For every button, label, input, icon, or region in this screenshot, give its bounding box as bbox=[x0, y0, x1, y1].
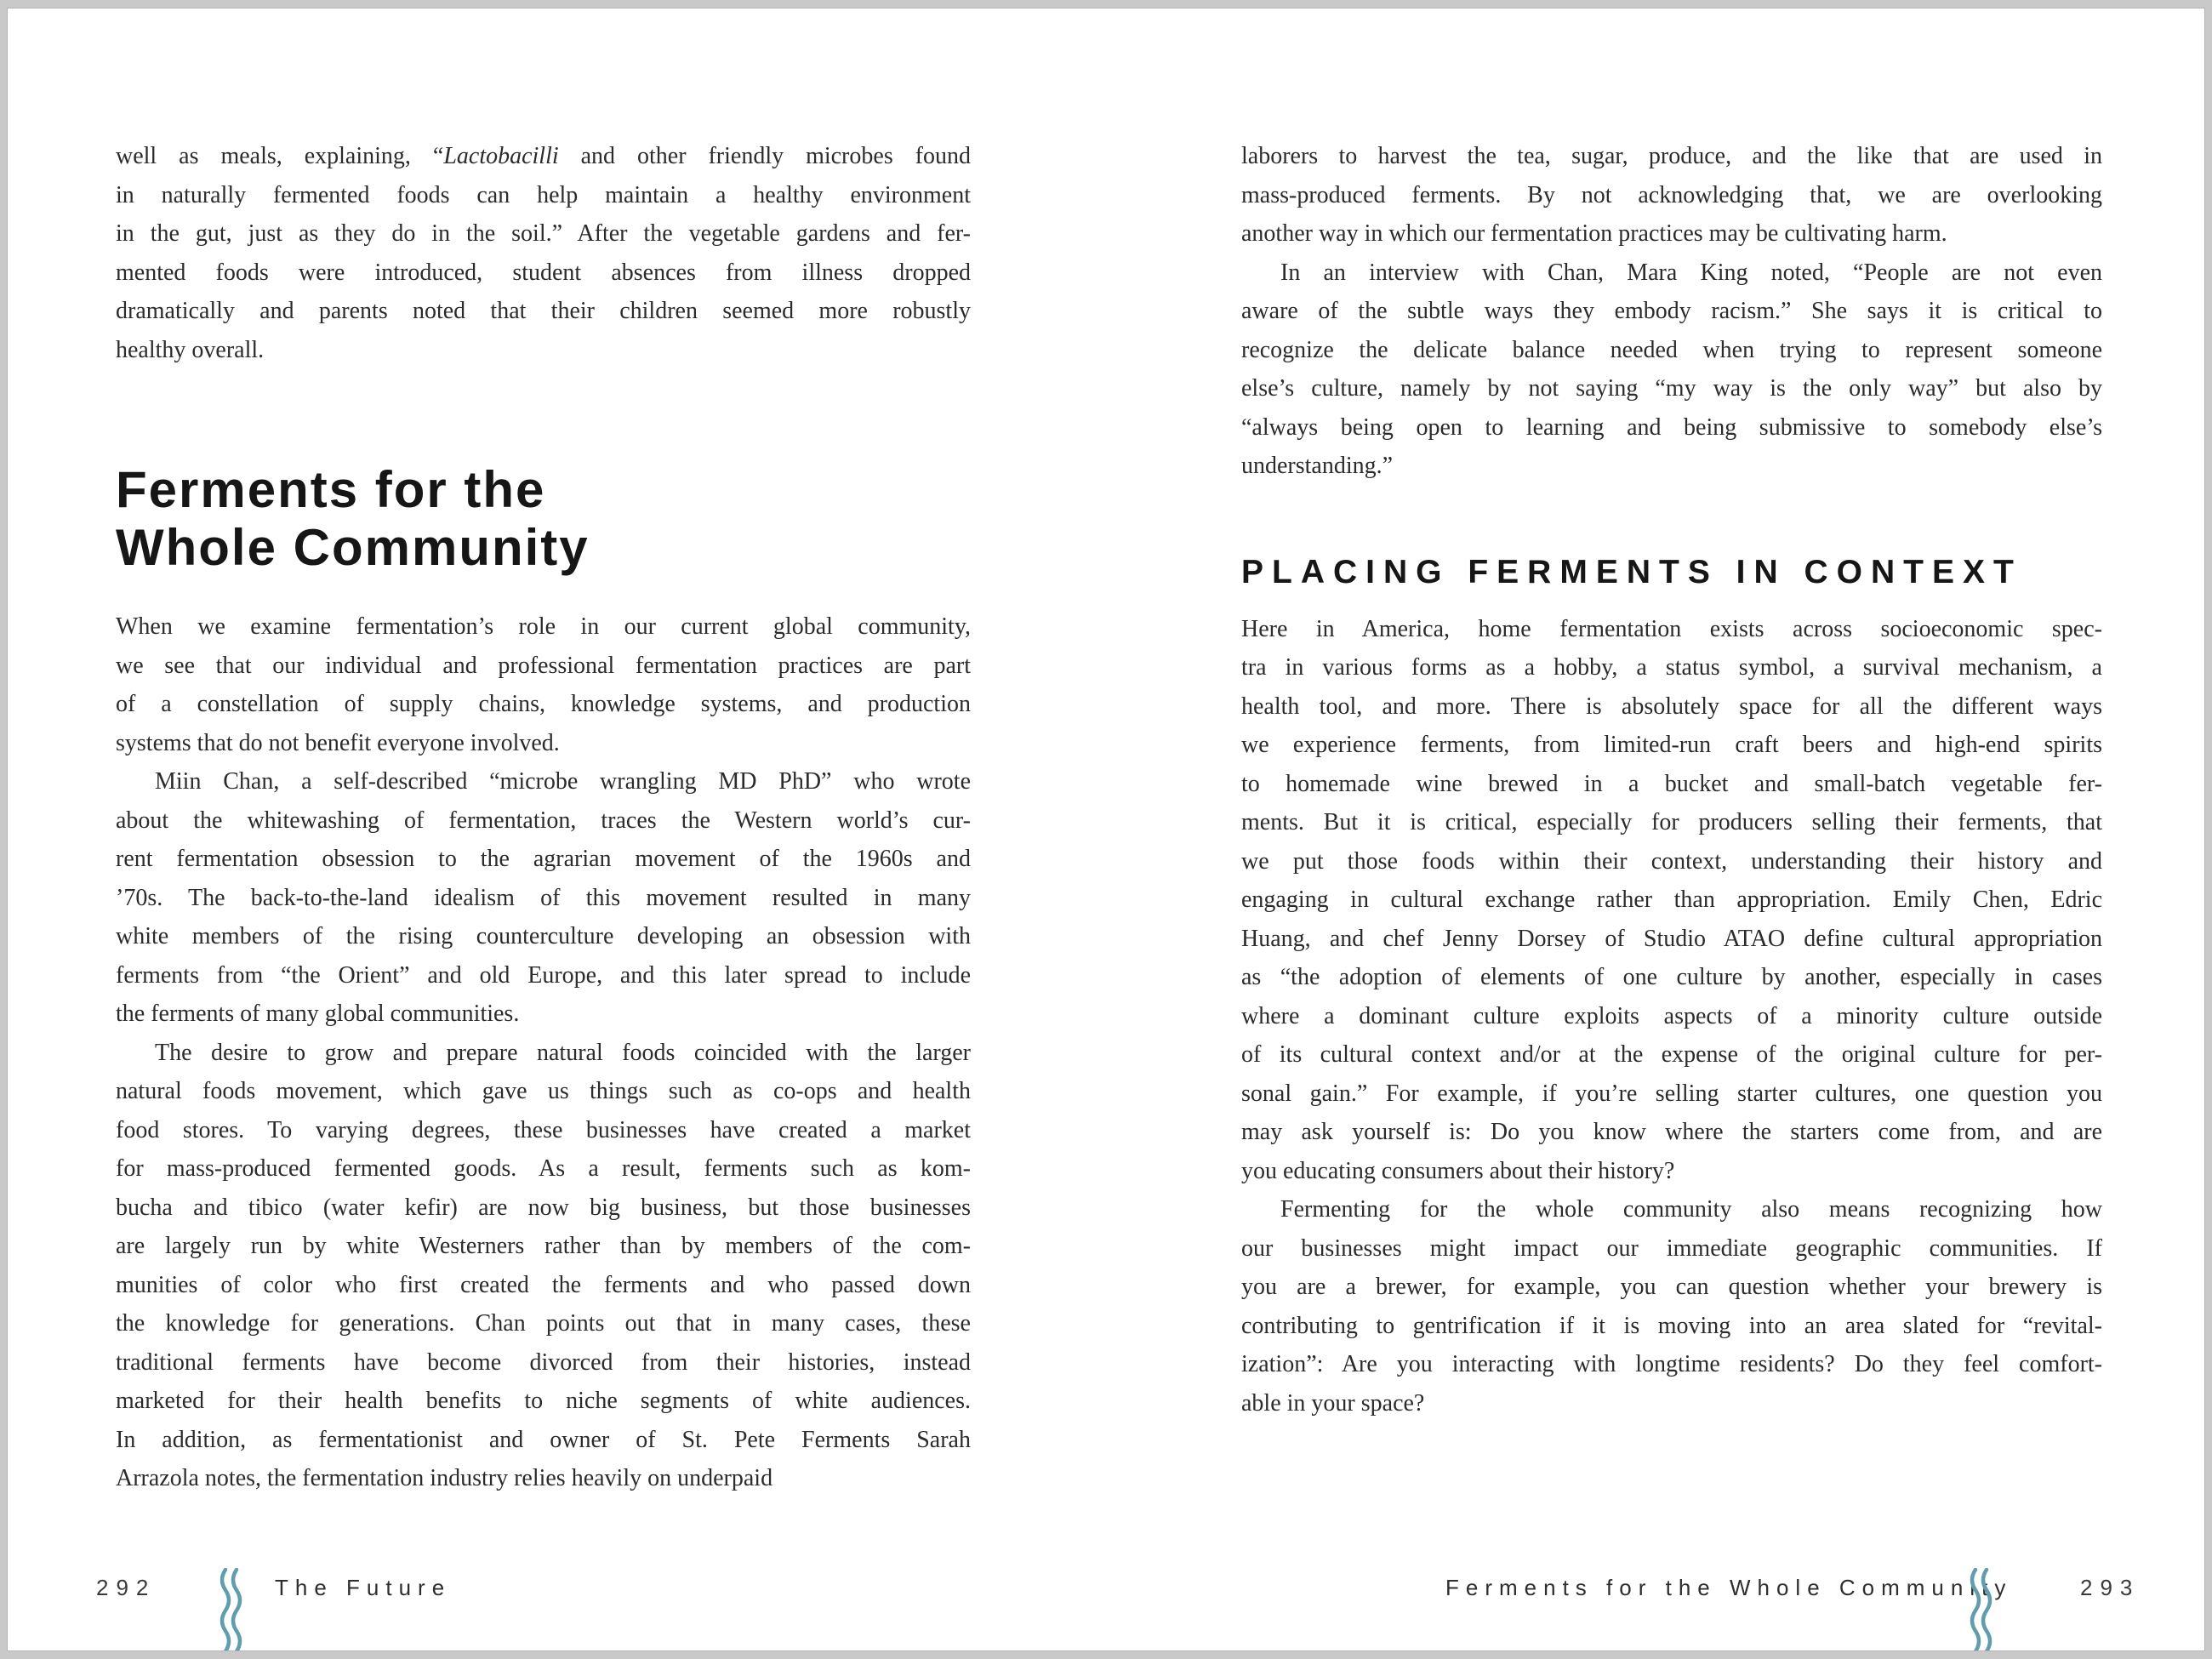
text-line: healthy overall. bbox=[116, 336, 265, 363]
book-spread-sheet bbox=[7, 8, 2205, 1651]
text-line: In addition, as fermentationist and owner of St. Pete Ferments Sarah bbox=[116, 1426, 971, 1453]
text-line: food stores. To varying degrees, these businesses have created a market bbox=[116, 1116, 971, 1143]
left-running-head: The Future bbox=[275, 1575, 452, 1600]
text-line: traditional ferments have become divorced from their histories, instead bbox=[116, 1348, 971, 1376]
text-line: mass-produced ferments. By not acknowledging that, we are overlooking bbox=[1241, 181, 2102, 208]
paragraph bbox=[1241, 254, 2102, 486]
right-page-number: 293 bbox=[2080, 1575, 2141, 1600]
text-line: able in your space? bbox=[1241, 1389, 1425, 1417]
text-line: bucha and tibico (water kefir) are now big business, but those businesses bbox=[116, 1194, 971, 1221]
text-line: The desire to grow and prepare natural foods coincided with the larger bbox=[155, 1039, 971, 1066]
text-line: you educating consumers about their history? bbox=[1241, 1157, 1675, 1184]
text-line: are largely run by white Westerners rather than by members of the com- bbox=[116, 1233, 971, 1259]
text-line: When we examine fermentation’s role in our current global community, bbox=[116, 613, 971, 640]
text-line: munities of color who first created the ferments and who passed down bbox=[116, 1271, 971, 1298]
text-line: of a constellation of supply chains, knowledge systems, and production bbox=[116, 691, 971, 717]
wave-ornament-icon bbox=[1967, 1568, 1996, 1651]
paragraph bbox=[1241, 137, 2102, 254]
right-body-paragraphs-top bbox=[1241, 137, 2102, 486]
text-line: you are a brewer, for example, you can question whether your brewery is bbox=[1241, 1274, 2102, 1300]
text-line: ferments from “the Orient” and old Europe, and this later spread to include bbox=[116, 961, 971, 989]
text-line: another way in which our fermentation practices may be cultivating harm. bbox=[1241, 220, 1947, 247]
text-line: engaging in cultural exchange rather than appropriation. Emily Chen, Edric bbox=[1241, 887, 2102, 913]
text-line: we see that our individual and professional fermentation practices are part bbox=[116, 652, 971, 679]
text-line: our businesses might impact our immediate geographic communities. If bbox=[1241, 1234, 2102, 1262]
paragraph bbox=[116, 1034, 971, 1498]
text-line: Arrazola notes, the fermentation industry relies heavily on underpaid bbox=[116, 1465, 773, 1491]
text-line: contributing to gentrification if it is moving into an area slated for “revital- bbox=[1241, 1312, 2102, 1339]
text-line: white members of the rising counterculture developing an obsession with bbox=[116, 923, 971, 949]
text-line: ization”: Are you interacting with longtime residents? Do they feel comfort- bbox=[1241, 1351, 2102, 1377]
text-line: as “the adoption of elements of one culture by another, especially in cases bbox=[1241, 964, 2102, 990]
text-line: the ferments of many global communities. bbox=[116, 1001, 520, 1027]
text-line: systems that do not benefit everyone involved. bbox=[116, 729, 560, 756]
text-line: for mass-produced fermented goods. As a result, ferments such as kom- bbox=[116, 1155, 971, 1182]
right-body-paragraphs bbox=[1241, 610, 2102, 1423]
text-line: dramatically and parents noted that their children seemed more robustly bbox=[116, 298, 971, 324]
wave-ornament-icon bbox=[217, 1568, 246, 1651]
text-line: Here in America, home fermentation exists across socioeconomic spec- bbox=[1241, 615, 2102, 642]
text-line: ’70s. The back-to-the-land idealism of this movement resulted in many bbox=[116, 884, 971, 911]
text-line: ments. But it is critical, especially for producers selling their ferments, that bbox=[1241, 809, 2102, 835]
right-page-text-column bbox=[1241, 137, 2102, 1422]
left-page-number: 292 bbox=[96, 1575, 157, 1600]
text-line: health tool, and more. There is absolutely space for all the different ways bbox=[1241, 693, 2102, 720]
text-line: laborers to harvest the tea, sugar, produce, and the like that are used in bbox=[1241, 143, 2102, 169]
text-line: Fermenting for the whole community also means recognizing how bbox=[1280, 1196, 2102, 1223]
paragraph bbox=[116, 762, 971, 1034]
left-body-paragraphs bbox=[116, 607, 971, 1498]
text-line: to homemade wine brewed in a bucket and small-batch vegetable fer- bbox=[1241, 770, 2102, 797]
text-line: sonal gain.” For example, if you’re selling starter cultures, one question you bbox=[1241, 1080, 2102, 1107]
text-line: we put those foods within their context, understanding their history and bbox=[1241, 847, 2102, 875]
chapter-heading bbox=[116, 461, 971, 577]
text-line: aware of the subtle ways they embody racism.” She says it is critical to bbox=[1241, 298, 2102, 324]
left-intro-paragraphs bbox=[116, 137, 971, 369]
text-line: else’s culture, namely by not saying “my way is the only way” but also by bbox=[1241, 375, 2102, 402]
text-line: natural foods movement, which gave us things such as co-ops and health bbox=[116, 1078, 971, 1104]
section-heading: PLACING FERMENTS IN CONTEXT bbox=[1241, 553, 2022, 590]
heading-line: Whole Community bbox=[116, 519, 590, 576]
text-line: In an interview with Chan, Mara King noted, “People are not even bbox=[1280, 259, 2102, 286]
paragraph bbox=[1241, 610, 2102, 1191]
text-line: we experience ferments, from limited-run craft beers and high-end spirits bbox=[1241, 732, 2102, 758]
text-line: Miin Chan, a self-described “microbe wrangling MD PhD” who wrote bbox=[155, 768, 971, 795]
paragraph bbox=[116, 607, 971, 762]
text-line: the knowledge for generations. Chan points out that in many cases, these bbox=[116, 1310, 971, 1337]
text-line: rent fermentation obsession to the agrarian movement of the 1960s and bbox=[116, 846, 971, 872]
paragraph bbox=[1241, 1190, 2102, 1422]
text-line: Huang, and chef Jenny Dorsey of Studio ATAO define cultural appropriation bbox=[1241, 925, 2102, 952]
text-line: understanding.” bbox=[1241, 453, 1394, 479]
text-line: where a dominant culture exploits aspects of a minority culture outside bbox=[1241, 1002, 2102, 1029]
text-line: in naturally fermented foods can help maintain a healthy environment bbox=[116, 181, 971, 208]
heading-line: Ferments for the bbox=[116, 461, 546, 518]
text-line: recognize the delicate balance needed when trying to represent someone bbox=[1241, 336, 2102, 363]
paragraph bbox=[116, 137, 971, 369]
text-line: tra in various forms as a hobby, a status symbol, a survival mechanism, a bbox=[1241, 654, 2102, 681]
left-page-text-column bbox=[116, 137, 971, 1498]
text-line: about the whitewashing of fermentation, traces the Western world’s cur- bbox=[116, 807, 971, 834]
text-line: “always being open to learning and being submissive to somebody else’s bbox=[1241, 413, 2102, 441]
text-line: may ask yourself is: Do you know where the starters come from, and are bbox=[1241, 1119, 2102, 1145]
text-line: in the gut, just as they do in the soil.” After the vegetable gardens and fer- bbox=[116, 220, 971, 247]
text-line: mented foods were introduced, student absences from illness dropped bbox=[116, 259, 971, 286]
text-line: of its cultural context and/or at the expense of the original culture for per- bbox=[1241, 1041, 2102, 1068]
text-line: marketed for their health benefits to niche segments of white audiences. bbox=[116, 1388, 971, 1414]
text-line: well as meals, explaining, “Lactobacilli and other friendly microbes found bbox=[116, 143, 971, 169]
right-running-head: Ferments for the Whole Community bbox=[1445, 1575, 2013, 1600]
